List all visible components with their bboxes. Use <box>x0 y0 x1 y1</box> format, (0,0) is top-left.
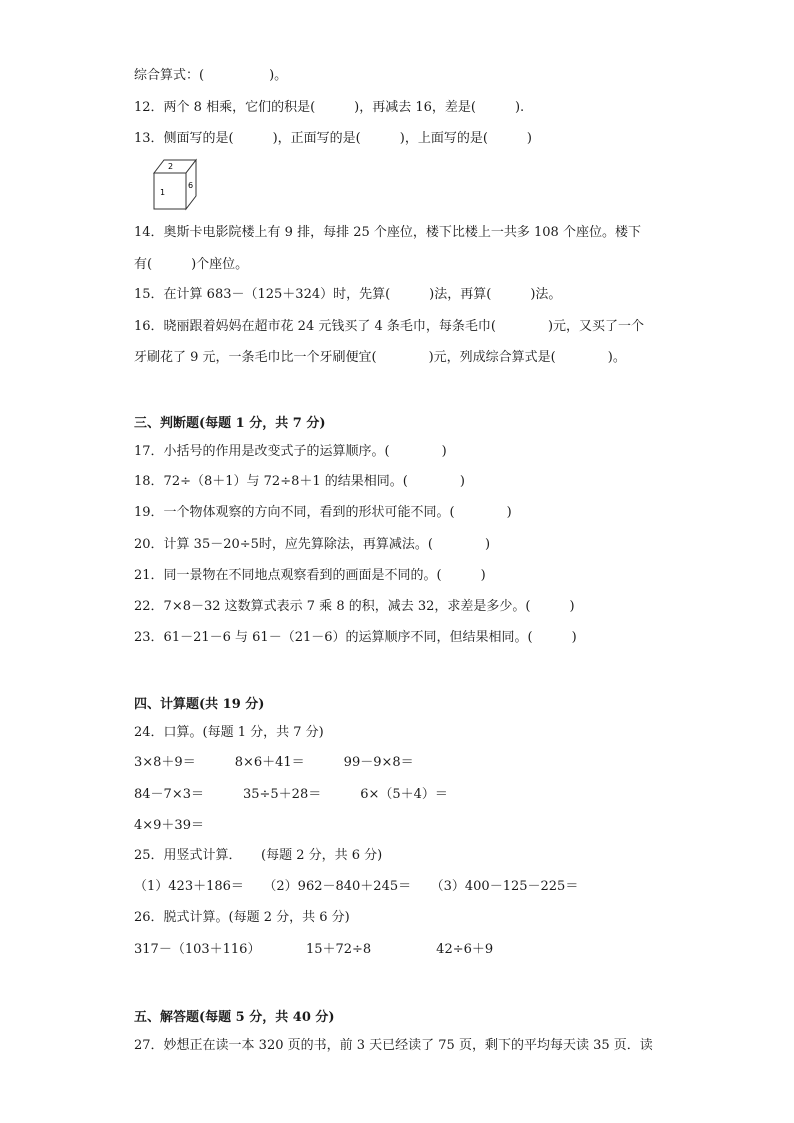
line-comprehensive-formula: 综合算式：( )。 <box>134 68 288 83</box>
question-18: 18．72÷（8＋1）与 72÷8＋1 的结果相同。( ) <box>134 474 465 489</box>
question-22: 22．7×8－32 这数算式表示 7 乘 8 的积，减去 32，求差是多少。( ) <box>134 599 575 614</box>
question-23: 23．61－21－6 与 61－（21－6）的运算顺序不同，但结果相同。( ) <box>134 630 577 645</box>
section-4-title: 四、计算题(共 19 分) <box>134 697 265 712</box>
question-16-cont: 牙刷花了 9 元，一条毛巾比一个牙刷便宜( )元，列成综合算式是( )。 <box>134 350 626 365</box>
vertical-calc-row: （1）423＋186＝ （2）962－840＋245＝ （3）400－125－225＝ <box>134 879 579 894</box>
question-25: 25．用竖式计算． (每题 2 分，共 6 分) <box>134 848 383 863</box>
oral-calc-row-3: 4×9＋39＝ <box>134 818 204 833</box>
question-20: 20．计算 35－20÷5时，应先算除法，再算减法。( ) <box>134 537 491 552</box>
cube-side-label: 6 <box>188 181 194 190</box>
question-17: 17．小括号的作用是改变式子的运算顺序。( ) <box>134 444 447 459</box>
oral-calc-row-1: 3×8＋9＝ 8×6＋41＝ 99－9×8＝ <box>134 755 414 770</box>
step-calc-row: 317－（103＋116） 15＋72÷8 42÷6＋9 <box>134 942 494 957</box>
cube-front-label: 1 <box>160 188 166 197</box>
question-24: 24．口算。(每题 1 分，共 7 分) <box>134 725 324 740</box>
question-19: 19．一个物体观察的方向不同，看到的形状可能不同。( ) <box>134 505 512 520</box>
oral-calc-row-2: 84－7×3＝ 35÷5＋28＝ 6×（5＋4）＝ <box>134 787 448 802</box>
question-12: 12．两个 8 相乘，它们的积是( )，再减去 16，差是( ). <box>134 100 525 115</box>
question-21: 21．同一景物在不同地点观察看到的画面是不同的。( ) <box>134 568 486 583</box>
cube-figure <box>152 157 198 211</box>
section-3-title: 三、判断题(每题 1 分，共 7 分) <box>134 416 326 431</box>
question-15: 15．在计算 683－（125＋324）时，先算( )法，再算( )法。 <box>134 287 562 302</box>
question-27: 27．妙想正在读一本 320 页的书，前 3 天已经读了 75 页，剩下的平均每天读 35 页．读 <box>134 1038 653 1053</box>
question-14-cont: 有( )个座位。 <box>134 257 249 272</box>
section-5-title: 五、解答题(每题 5 分，共 40 分) <box>134 1010 335 1025</box>
question-16: 16．晓丽跟着妈妈在超市花 24 元钱买了 4 条毛巾，每条毛巾( )元，又买了一个 <box>134 319 645 334</box>
question-26: 26．脱式计算。(每题 2 分，共 6 分) <box>134 910 350 925</box>
question-13: 13．侧面写的是( )，正面写的是( )，上面写的是( ) <box>134 131 532 146</box>
question-14: 14．奥斯卡电影院楼上有 9 排，每排 25 个座位，楼下比楼上一共多 108 个座位。楼下 <box>134 225 641 240</box>
cube-top-label: 2 <box>168 162 174 171</box>
